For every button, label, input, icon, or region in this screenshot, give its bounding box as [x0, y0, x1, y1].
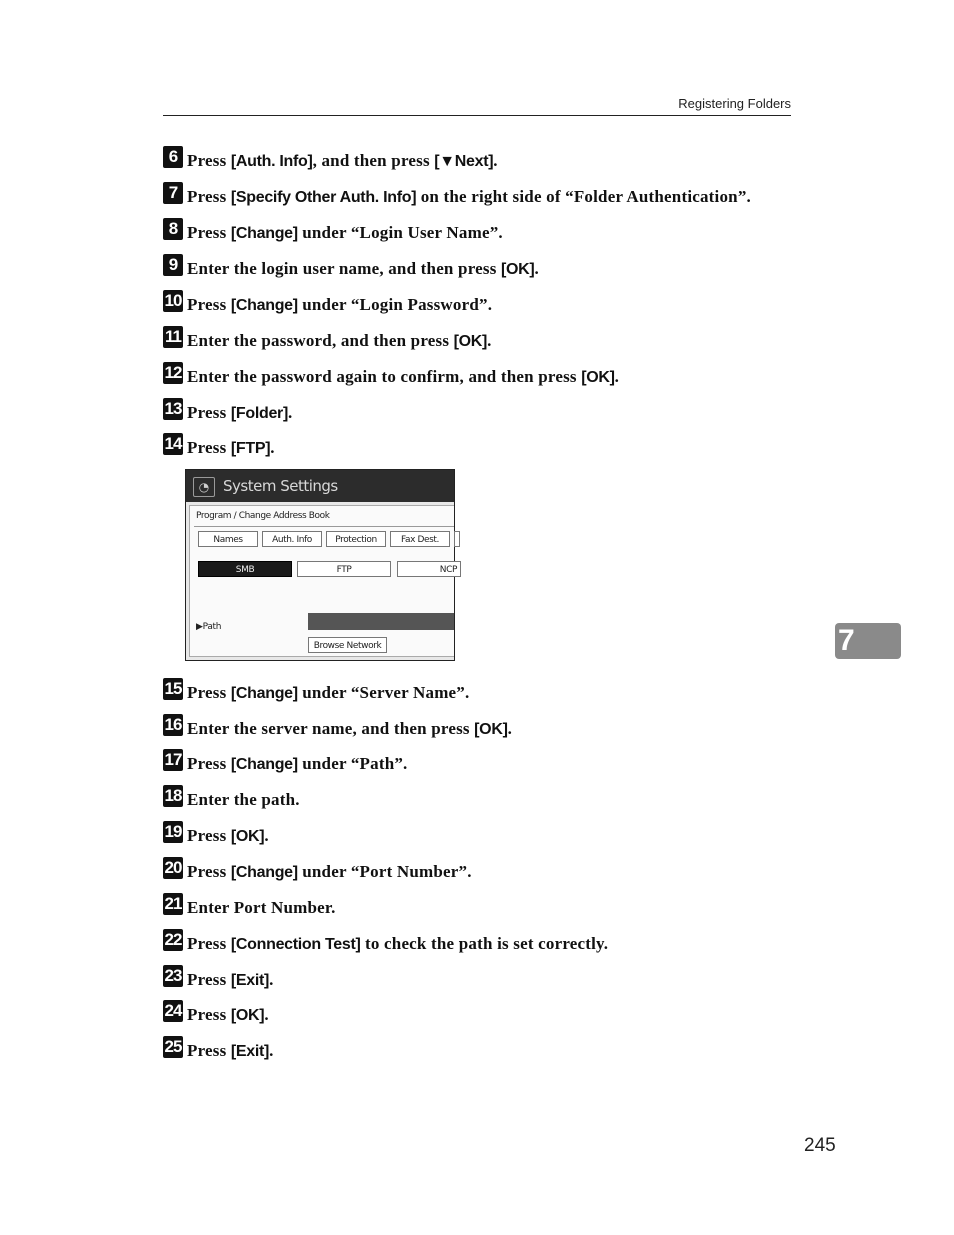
- chapter-tab: 7: [835, 623, 901, 659]
- key-label: [Change]: [230, 864, 298, 881]
- path-label: ▶Path: [196, 622, 222, 632]
- step-16: [163, 716, 512, 742]
- step-text: Press [Specify Other Auth. Info] on the right side of “Folder Authentication”.: [187, 187, 751, 206]
- step-9: [163, 256, 539, 282]
- step-text: Press [Folder].: [187, 403, 293, 422]
- step-8: [163, 220, 503, 246]
- step-text: Enter the server name, and then press [OK].: [187, 719, 513, 738]
- step-number: 8: [163, 218, 183, 240]
- step-22: [163, 931, 608, 957]
- browse-network-button[interactable]: Browse Network: [308, 637, 387, 653]
- step-number: 25: [164, 1037, 182, 1056]
- step-number: 16: [164, 715, 182, 734]
- step-text: Press [Connection Test] to check the path is set correctly.: [187, 934, 609, 953]
- step-text: Press [Change] under “Login User Name”.: [187, 223, 503, 242]
- tab-auth-info[interactable]: Auth. Info: [262, 531, 322, 547]
- key-label: [Connection Test]: [230, 936, 361, 953]
- step-number: 18: [164, 786, 182, 805]
- screenshot-title: System Settings: [223, 477, 338, 495]
- key-label: [Change]: [230, 756, 298, 773]
- step-number: 11: [163, 326, 183, 348]
- step-13: [163, 400, 292, 426]
- system-settings-screenshot: [185, 469, 455, 661]
- tab-protection[interactable]: Protection: [326, 531, 386, 547]
- key-label: [OK]: [230, 1007, 265, 1024]
- key-label: [Change]: [230, 297, 298, 314]
- step-number: 12: [164, 363, 182, 382]
- step-text: Press [OK].: [187, 1005, 269, 1024]
- key-label: [OK]: [453, 333, 488, 350]
- key-label: [OK]: [581, 369, 615, 386]
- step-14: [163, 435, 275, 461]
- tab-names[interactable]: Names: [198, 531, 258, 547]
- step-number: 15: [164, 679, 182, 698]
- step-text: Enter the path.: [187, 790, 300, 809]
- step-25: [163, 1038, 274, 1064]
- step-number: 19: [164, 822, 182, 841]
- tab-overflow[interactable]: [454, 531, 460, 547]
- step-11: [163, 328, 492, 354]
- step-number: 17: [164, 750, 182, 769]
- step-23: [163, 967, 274, 993]
- header-rule: [163, 115, 791, 116]
- step-number: 9: [163, 254, 183, 276]
- key-label: [OK]: [474, 721, 508, 738]
- step-text: Press [OK].: [187, 826, 269, 845]
- screenshot-panel: [189, 505, 457, 657]
- key-label: [Exit]: [230, 972, 270, 989]
- protocol-smb-button[interactable]: SMB: [198, 561, 292, 577]
- step-number: 21: [164, 894, 182, 913]
- key-label: [Exit]: [230, 1043, 270, 1060]
- step-19: [163, 823, 269, 849]
- step-text: Enter the password, and then press [OK].: [187, 331, 492, 350]
- running-header: Registering Folders: [678, 96, 791, 111]
- step-7: [163, 184, 751, 210]
- step-text: Press [Change] under “Path”.: [187, 754, 408, 773]
- step-number: 7: [163, 182, 183, 204]
- path-field[interactable]: [308, 613, 454, 630]
- step-text: Enter Port Number.: [187, 898, 336, 917]
- step-24: [163, 1002, 269, 1028]
- step-number: 22: [164, 930, 182, 949]
- key-label: [FTP]: [230, 440, 271, 457]
- step-17: [163, 751, 408, 777]
- system-settings-icon: ◔: [193, 477, 215, 497]
- step-15: [163, 680, 469, 706]
- step-6: [163, 148, 498, 174]
- key-label: [Change]: [230, 685, 298, 702]
- screenshot-title-bar: [186, 470, 454, 502]
- step-number: 23: [164, 966, 182, 985]
- step-text: Press [Exit].: [187, 970, 274, 989]
- step-text: Press [FTP].: [187, 438, 275, 457]
- key-label: [Specify Other Auth. Info]: [230, 189, 417, 206]
- key-label: [Folder]: [230, 405, 289, 422]
- key-label: [OK]: [500, 261, 535, 278]
- step-text: Enter the password again to confirm, and then press [OK].: [187, 367, 620, 386]
- tab-fax-dest[interactable]: Fax Dest.: [390, 531, 450, 547]
- step-text: Enter the login user name, and then press [OK].: [187, 259, 539, 278]
- step-number: 13: [164, 399, 182, 418]
- protocol-ncp-button[interactable]: NCP: [397, 561, 461, 577]
- key-label: [Auth. Info]: [230, 153, 313, 170]
- protocol-ftp-button[interactable]: FTP: [297, 561, 391, 577]
- step-text: Press [Change] under “Server Name”.: [187, 683, 470, 702]
- step-number: 14: [164, 434, 182, 453]
- step-18: [163, 787, 300, 813]
- screenshot-subtitle: Program / Change Address Book: [196, 511, 330, 521]
- step-number: 6: [163, 146, 183, 168]
- key-label: [OK]: [230, 828, 265, 845]
- step-text: Press [Change] under “Login Password”.: [187, 295, 493, 314]
- step-20: [163, 859, 472, 885]
- step-10: [163, 292, 492, 318]
- page-number: 245: [804, 1135, 836, 1156]
- key-label: [▼Next]: [434, 153, 494, 170]
- step-21: [163, 895, 336, 921]
- step-text: Press [Change] under “Port Number”.: [187, 862, 472, 881]
- step-number: 24: [164, 1001, 182, 1020]
- key-label: [Change]: [230, 225, 298, 242]
- divider: [194, 526, 454, 527]
- step-text: Press [Auth. Info], and then press [▼Next].: [187, 151, 498, 170]
- step-number: 20: [164, 858, 182, 877]
- step-number: 10: [164, 291, 182, 310]
- step-text: Press [Exit].: [187, 1041, 274, 1060]
- step-12: [163, 364, 619, 390]
